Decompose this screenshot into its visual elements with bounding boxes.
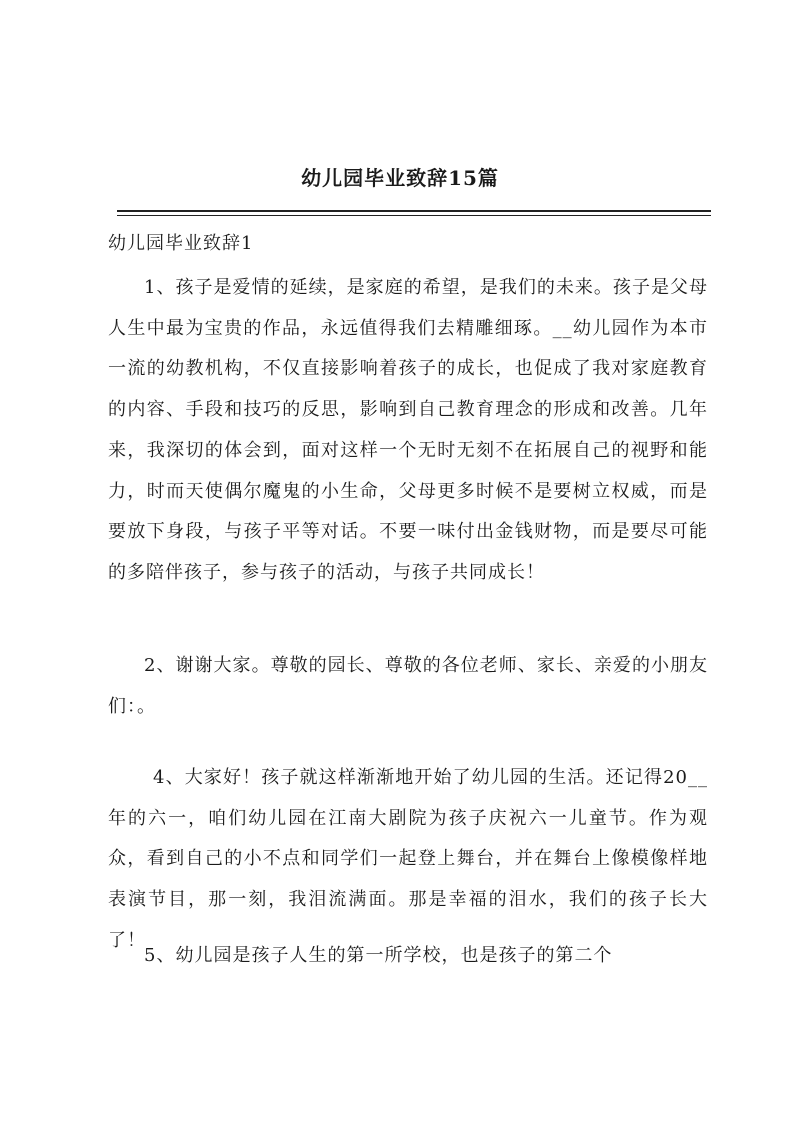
section-heading: 幼儿园毕业致辞1 xyxy=(108,233,254,254)
title-rule-thick xyxy=(117,210,711,212)
title-rule-thin xyxy=(117,215,711,216)
document-title: 幼儿园毕业致辞15篇 xyxy=(301,166,499,190)
paragraph-2: 2、谢谢大家。尊敬的园长、尊敬的各位老师、家长、亲爱的小朋友们：。 xyxy=(108,655,708,717)
paragraph-5: 5、幼儿园是孩子人生的第一所学校，也是孩子的第二个 xyxy=(144,945,613,966)
paragraph-1: 1、孩子是爱情的延续，是家庭的希望，是我们的未来。孩子是父母人生中最为宝贵的作品，永远值得我们去精雕细琢。__幼儿园作为本市一流的幼教机构，不仅直接影响着孩子的成长，也促成了我对家庭教育的内容、手段和技巧的反思，影响到自己教育理念的形成和改善。几年来，我深切的体会到，面对这样一个无时无刻不在拓展自己的视野和能力，时而天使偶尔魔鬼的小生命，父母更多时候不是要树立权威，而是要放下身段，与孩子平等对话。不要一味付出金钱财物，而是要尽可能的多陪伴孩子，参与孩子的活动，与孩子共同成长！ xyxy=(108,277,708,583)
paragraph-4: 4、大家好！孩子就这样渐渐地开始了幼儿园的生活。还记得20__年的六一，咱们幼儿园在江南大剧院为孩子庆祝六一儿童节。作为观众，看到自己的小不点和同学们一起登上舞台，并在舞台上像模像样地表演节目，那一刻，我泪流满面。那是幸福的泪水，我们的孩子长大了！ xyxy=(108,767,708,951)
